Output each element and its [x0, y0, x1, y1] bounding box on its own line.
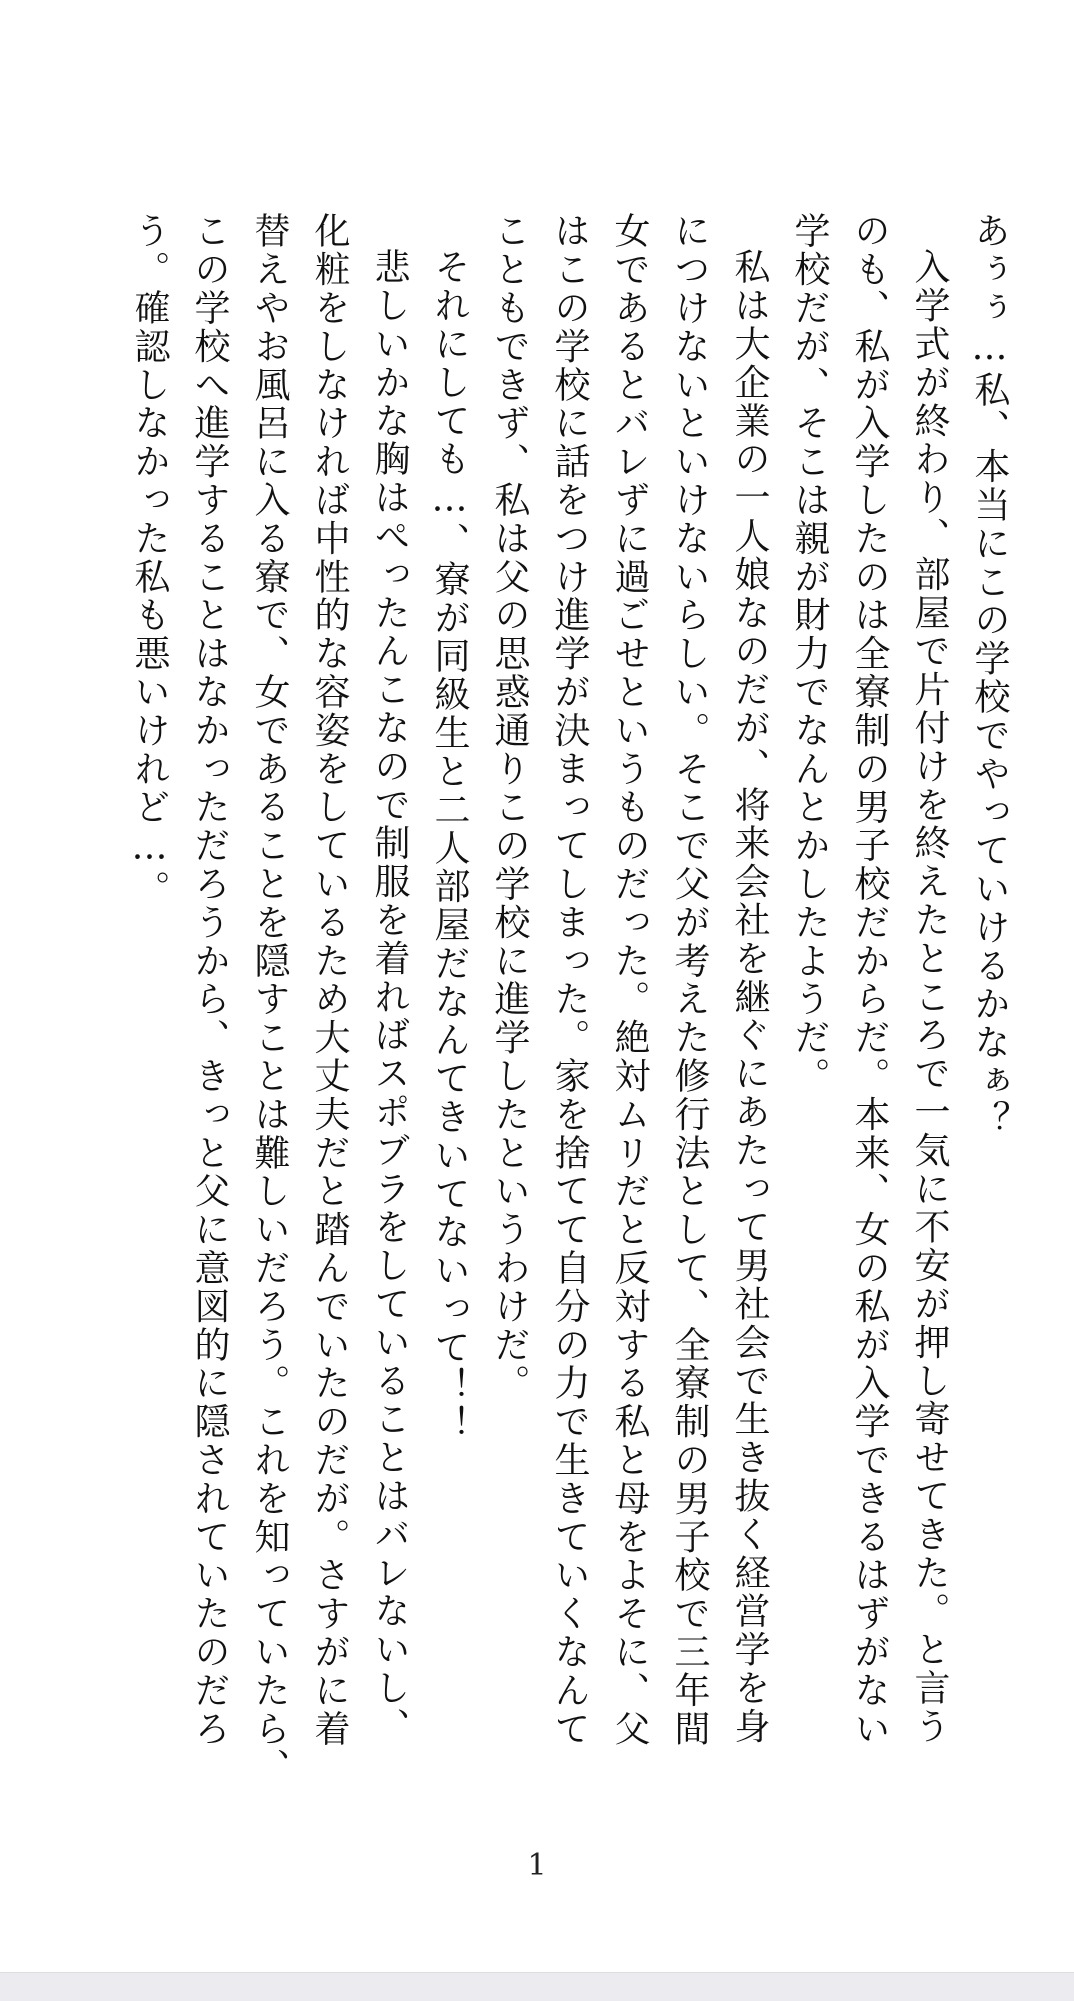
text-column: 女であるとバレずに過ごせというものだった。絶対ムリだと反対する私と母をよそに、父 [609, 212, 650, 1748]
text-column: この学校へ進学することはなかっただろうから、きっと父に意図的に隠されていたのだろ [189, 212, 230, 1748]
page-number: 1 [527, 1848, 547, 1883]
bottom-toolbar-edge [0, 1972, 1074, 2001]
text-column: のも、私が入学したのは全寮制の男子校だからだ。本来、女の私が入学できるはずがない [849, 212, 890, 1748]
text-column: につけないといけないらしい。そこで父が考えた修行法として、全寮制の男子校で三年間 [669, 212, 710, 1748]
text-column: 化粧をしなければ中性的な容姿をしているため大丈夫だと踏んでいたのだが。さすがに着 [309, 212, 350, 1748]
text-column: 私は大企業の一人娘なのだが、将来会社を継ぐにあたって男社会で生き抜く経営学を身 [729, 248, 770, 1746]
text-column: こともできず、私は父の思惑通りこの学校に進学したというわけだ。 [489, 212, 530, 1403]
text-column: 入学式が終わり、部屋で片付けを終えたところで一気に不安が押し寄せてきた。と言う [909, 248, 950, 1746]
text-column: 替えやお風呂に入る寮で、女であることを隠すことは難しいだろう。これを知っていたら、 [249, 212, 290, 1787]
text-column: それにしても…、寮が同級生と二人部屋だなんてきいてないって！！ [429, 248, 470, 1444]
text-column: う。確認しなかった私も悪いけれど…。 [129, 212, 170, 909]
vertical-text-body [38, 212, 1018, 1792]
text-column: はこの学校に話をつけ進学が決まってしまった。家を捨てて自分の力で生きていくなんて [549, 212, 590, 1748]
text-column: あぅぅ…私、本当にこの学校でやっていけるかなぁ？ [969, 212, 1010, 1139]
text-column: 悲しいかな胸はぺったんこなので制服を着ればスポブラをしていることはバレないし、 [369, 248, 410, 1746]
text-column: 学校だが、そこは親が財力でなんとかしたようだ。 [789, 212, 830, 1096]
